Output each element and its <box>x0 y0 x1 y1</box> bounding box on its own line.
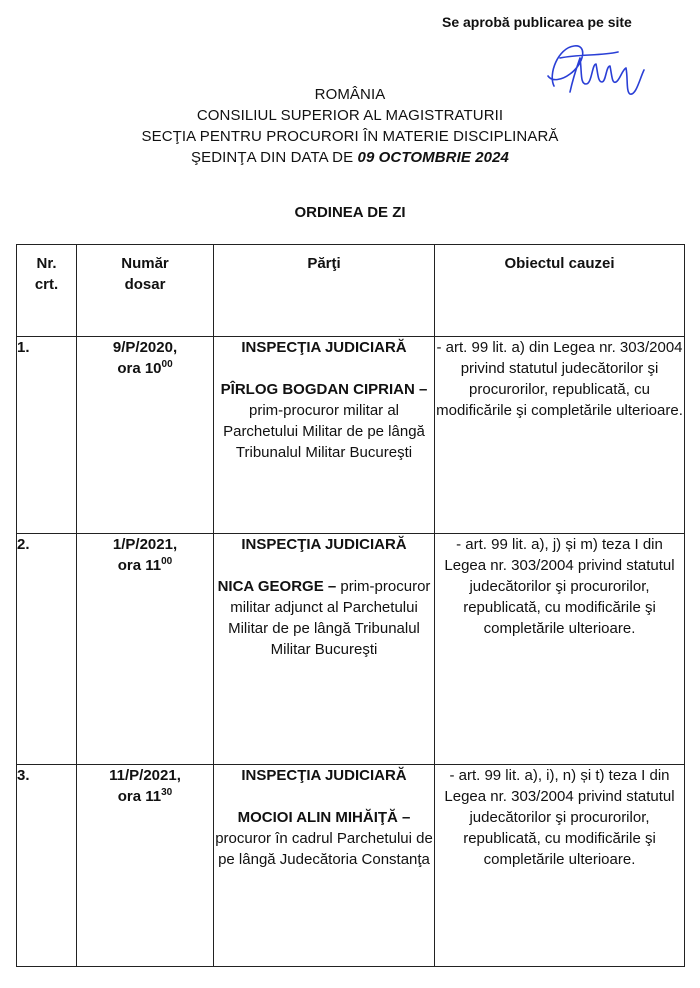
agenda-title: ORDINEA DE ZI <box>294 204 406 221</box>
party-name: MOCIOI ALIN MIHĂIŢĂ – <box>237 809 411 826</box>
header-dosar <box>77 245 214 337</box>
header-nr <box>17 245 77 337</box>
agenda-table <box>16 244 685 967</box>
row-dosar <box>77 337 214 534</box>
row-parti <box>214 534 435 765</box>
header-nr-line1: Nr. <box>36 255 57 272</box>
time-hour: ora 11 <box>117 557 162 574</box>
table-row <box>17 534 685 765</box>
header-parti: Părţi <box>214 245 435 337</box>
header-obiect: Obiectul cauzei <box>435 245 685 337</box>
header-nr-line2: crt. <box>34 276 59 293</box>
header-country: ROMÂNIA <box>314 86 386 103</box>
party-name: PÎRLOG BOGDAN CIPRIAN – <box>220 381 428 398</box>
table-header-row <box>17 245 685 337</box>
party-description: procuror în cadrul Parchetului de pe lângă Judecătoria Constanţa <box>215 830 433 868</box>
dosar-number: 9/P/2020, <box>112 339 178 356</box>
header-dosar-line1: Număr <box>121 255 169 272</box>
table-row <box>17 765 685 967</box>
session-prefix: ŞEDINŢA DIN DATA DE <box>191 149 358 166</box>
party-header: INSPECŢIA JUDICIARĂ <box>241 339 407 356</box>
party-header: INSPECŢIA JUDICIARĂ <box>241 536 407 553</box>
header-dosar-line2: dosar <box>124 276 166 293</box>
approval-note: Se aprobă publicarea pe site <box>442 14 632 30</box>
header-institution: CONSILIUL SUPERIOR AL MAGISTRATURII <box>196 107 504 124</box>
dosar-number: 1/P/2021, <box>112 536 178 553</box>
row-nr: 1. <box>17 337 77 534</box>
row-nr: 3. <box>17 765 77 967</box>
row-obiect: - art. 99 lit. a), j) și m) teza I din Legea nr. 303/2004 privind statutul judecătorilor şi procurorilor, republicată, cu modificările şi completările ulterioare. <box>435 534 685 765</box>
dosar-time <box>77 358 213 379</box>
row-nr: 2. <box>17 534 77 765</box>
time-hour: ora 10 <box>117 360 162 377</box>
session-date: 09 OCTOMBRIE 2024 <box>357 149 509 166</box>
time-minutes: 00 <box>161 556 173 567</box>
time-minutes: 00 <box>161 359 173 370</box>
party-name: NICA GEORGE – <box>217 578 337 595</box>
row-obiect: - art. 99 lit. a), i), n) și t) teza I din Legea nr. 303/2004 privind statutul judecătorilor şi procurorilor, republicată, cu modificările şi completările ulterioare. <box>435 765 685 967</box>
time-minutes: 30 <box>161 787 173 798</box>
row-parti <box>214 337 435 534</box>
table-row <box>17 337 685 534</box>
time-hour: ora 11 <box>117 788 162 805</box>
party-description: prim-procuror militar al Parchetului Militar de pe lângă Tribunalul Militar Bucureşti <box>223 402 425 461</box>
dosar-time <box>77 786 213 807</box>
document-header <box>0 84 700 168</box>
row-parti <box>214 765 435 967</box>
party-description: prim-procuror militar adjunct al Parchetului Militar de pe lângă Tribunalul Militar Bucureşti <box>228 578 431 658</box>
dosar-time <box>77 555 213 576</box>
header-session <box>0 147 700 168</box>
header-section: SECŢIA PENTRU PROCURORI ÎN MATERIE DISCIPLINARĂ <box>141 128 559 145</box>
party-header: INSPECŢIA JUDICIARĂ <box>241 767 407 784</box>
row-dosar <box>77 534 214 765</box>
row-obiect: - art. 99 lit. a) din Legea nr. 303/2004 privind statutul judecătorilor şi procurorilor, republicată, cu modificările şi completările ulterioare. <box>435 337 685 534</box>
dosar-number: 11/P/2021, <box>109 767 181 784</box>
row-dosar <box>77 765 214 967</box>
